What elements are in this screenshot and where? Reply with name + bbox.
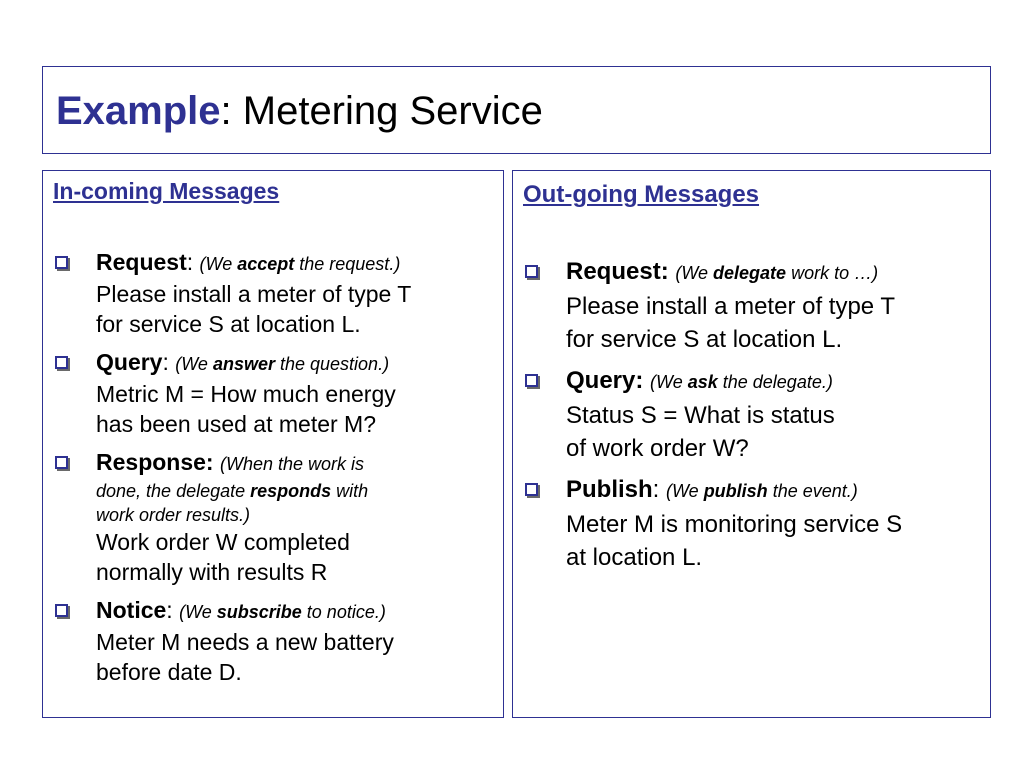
item-note: [650, 372, 833, 392]
item-note: [666, 481, 858, 501]
note-emphasis: delegate: [713, 263, 787, 283]
item-line: has been used at meter M?: [96, 411, 376, 437]
item-term: Query:: [566, 367, 644, 394]
outgoing-messages-panel: [512, 170, 991, 718]
item-term: Notice: [96, 597, 167, 623]
item-line: Please install a meter of type T: [566, 293, 896, 320]
slide-title: [56, 87, 543, 135]
item-note-line: [96, 479, 495, 503]
outgoing-heading: Out-going Messages: [523, 181, 760, 208]
outgoing-publish-item: [525, 473, 985, 574]
item-line: Meter M is monitoring service S: [566, 511, 903, 538]
note-emphasis: accept: [237, 254, 295, 274]
item-line: Work order W completed: [96, 529, 350, 555]
note-pre: (We: [199, 254, 238, 274]
item-line: Please install a meter of type T: [96, 281, 412, 307]
item-note: [675, 263, 878, 283]
square-bullet-icon: [525, 374, 538, 387]
item-note-line: work order results.): [96, 505, 251, 525]
item-line: Metric M = How much energy: [96, 381, 396, 407]
item-line: for service S at location L.: [96, 311, 361, 337]
incoming-response-item: [55, 447, 495, 587]
item-line: Meter M needs a new battery: [96, 629, 394, 655]
item-term: Publish: [566, 476, 653, 503]
incoming-notice-item: [55, 595, 495, 687]
note-post: the event.): [767, 481, 858, 501]
outgoing-request-item: [525, 255, 985, 356]
note-pre: (We: [175, 354, 213, 374]
note-emphasis: answer: [212, 354, 275, 374]
item-line: before date D.: [96, 659, 242, 685]
item-line: at location L.: [566, 544, 703, 571]
item-sep: :: [166, 597, 173, 623]
note-emphasis: responds: [250, 481, 332, 501]
item-term: Query: [96, 349, 163, 375]
square-bullet-icon: [525, 265, 538, 278]
item-term: Request:: [566, 258, 669, 285]
note-emphasis: subscribe: [216, 602, 302, 622]
note-pre: (We: [179, 602, 217, 622]
square-bullet-icon: [55, 256, 68, 269]
note-post: work to …): [786, 263, 879, 283]
item-sep: :: [186, 249, 194, 275]
title-accent: Example: [56, 89, 221, 133]
outgoing-list: [525, 255, 985, 582]
item-line: normally with results R: [96, 559, 328, 585]
item-line: for service S at location L.: [566, 326, 843, 353]
title-panel: [42, 66, 991, 154]
item-term: Response:: [96, 449, 214, 475]
note-emphasis: publish: [703, 481, 768, 501]
note-post: the request.): [294, 254, 401, 274]
square-bullet-icon: [55, 604, 68, 617]
note-pre: done, the delegate: [96, 481, 251, 501]
note-post: with: [331, 481, 369, 501]
item-note: [200, 254, 401, 274]
incoming-heading: In-coming Messages: [53, 178, 280, 204]
note-pre: (We: [666, 481, 704, 501]
square-bullet-icon: [55, 456, 68, 469]
incoming-request-item: [55, 247, 495, 339]
item-note: [175, 354, 389, 374]
title-rest: : Metering Service: [220, 89, 543, 133]
incoming-messages-panel: [42, 170, 504, 718]
incoming-query-item: [55, 347, 495, 439]
item-line: of work order W?: [566, 435, 749, 462]
item-note: (When the work is: [219, 454, 365, 474]
incoming-list: [55, 247, 495, 695]
note-pre: (We: [675, 263, 714, 283]
note-emphasis: ask: [687, 372, 718, 392]
note-post: the delegate.): [717, 372, 833, 392]
square-bullet-icon: [55, 356, 68, 369]
note-pre: (We: [650, 372, 688, 392]
note-post: to notice.): [301, 602, 386, 622]
item-sep: :: [162, 349, 169, 375]
item-line: Status S = What is status: [566, 402, 835, 429]
item-sep: :: [652, 476, 660, 503]
note-post: the question.): [274, 354, 390, 374]
square-bullet-icon: [525, 483, 538, 496]
outgoing-query-item: [525, 364, 985, 465]
item-note: [179, 602, 386, 622]
item-term: Request: [96, 249, 187, 275]
